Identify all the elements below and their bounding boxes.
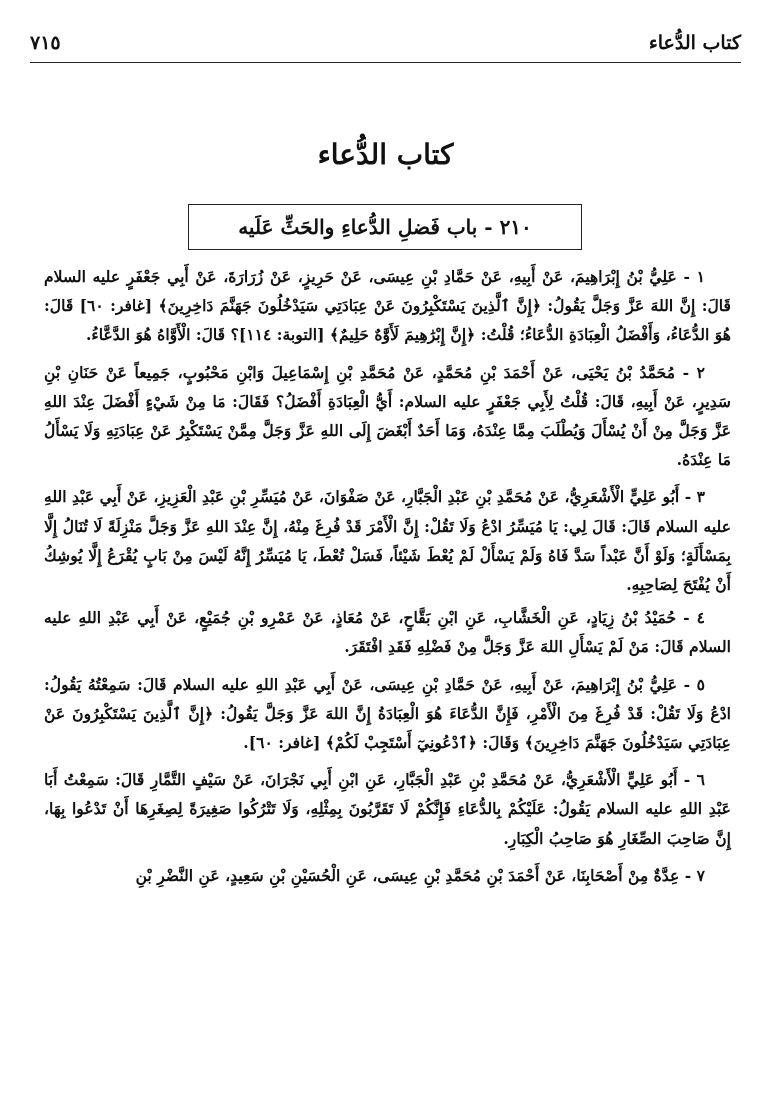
hadith-7: ٧ - عِدَّةٌ مِنْ أَصْحَابِنَا، عَنْ أَحْمَدَ بْنِ مُحَمَّدِ بْنِ عِيسَى، عَنِ الْحُسَيْنِ بْنِ سَعِيدٍ، عَنِ النَّضْرِ بْنِ (135, 865, 705, 885)
hadith-1: ١ - عَلِيُّ بْنُ إِبْرَاهِيمَ، عَنْ أَبِيهِ، عَنْ حَمَّادِ بْنِ عِيسَى، عَنْ حَرِيزٍ، عَنْ زُرَارَةَ، عَنْ أَبِي جَعْفَرٍ عليه السلام قَالَ: إِنَّ اللهَ عَزَّ وَجَلَّ يَقُولُ: ﴿إِنَّ ٱلَّذِينَ يَسْتَكْبِرُونَ عَنْ عِبَادَتِي سَيَدْخُلُونَ جَهَنَّمَ دَاخِرِينَ﴾ [غافر: ٦٠] قَالَ: هُوَ الدُّعَاءُ، وَأَفْضَلُ الْعِبَادَةِ الدُّعَاءُ؛ قُلْتُ: ﴿إِنَّ إِبْرَٰهِيمَ لَأَوَّٰهٌ حَلِيمٌ﴾ [التوبة: ١١٤]؟ قَالَ: الْأَوَّاهُ هُوَ الدَّعَّاءُ. (44, 267, 731, 345)
hadith-list (44, 262, 731, 898)
hadith-6: ٦ - أَبُو عَلِيٍّ الْأَشْعَرِيُّ، عَنْ مُحَمَّدِ بْنِ عَبْدِ الْجَبَّارِ، عَنِ ابْنِ أَبِي نَجْرَانَ، عَنْ سَيْفٍ التَّمَّارِ قَالَ: سَمِعْتُ أَبَا عَبْدِ اللهِ عليه السلام يَقُولُ: عَلَيْكُمْ بِالدُّعَاءِ فَإِنَّكُمْ لَا تَقَرَّبُونَ بِمِثْلِهِ، وَلَا تَتْرُكُوا صَغِيرَةً لِصِغَرِهَا أَنْ تَدْعُوا بِهَا، إِنَّ صَاحِبَ الصِّغَارِ هُوَ صَاحِبُ الْكِبَارِ. (44, 770, 731, 848)
page-number: ٧١٥ (30, 32, 61, 54)
chapter-heading: ٢١٠ - باب فَضلِ الدُّعاءِ والحَثِّ عَلَيه (238, 215, 532, 239)
hadith-4: ٤ - حُمَيْدُ بْنُ زِيَادٍ، عَنِ الْخَشَّابِ، عَنِ ابْنِ بَقَّاحٍ، عَنْ مُعَاذٍ، عَنْ عَمْرِو بْنِ جُمَيْعٍ، عَنْ أَبِي عَبْدِ اللهِ عليه السلام قَالَ: مَنْ لَمْ يَسْأَلِ اللهَ عَزَّ وَجَلَّ مِنْ فَضْلِهِ فَقَدِ افْتَقَرَ. (44, 608, 731, 657)
running-title: كتاب الدُّعاء (648, 32, 741, 54)
hadith-2: ٢ - مُحَمَّدُ بْنُ يَحْيَى، عَنْ أَحْمَدَ بْنِ مُحَمَّدٍ، عَنْ مُحَمَّدِ بْنِ إِسْمَاعِيلَ وَابْنِ مَحْبُوبٍ، جَمِيعاً عَنْ حَنَانِ بْنِ سَدِيرٍ، عَنْ أَبِيهِ، قَالَ: قُلْتُ لِأَبِي جَعْفَرٍ عليه السلام: أَيُّ الْعِبَادَةِ أَفْضَلُ؟ فَقَالَ: مَا مِنْ شَيْءٍ أَفْضَلَ عِنْدَ اللهِ عَزَّ وَجَلَّ مِنْ أَنْ يُسْأَلَ وَيُطْلَبَ مِمَّا عِنْدَهُ، وَمَا أَحَدٌ أَبْغَضَ إِلَى اللهِ عَزَّ وَجَلَّ مِمَّنْ يَسْتَكْبِرُ عَنْ عِبَادَتِهِ وَلَا يَسْأَلُ مَا عِنْدَهُ. (44, 362, 731, 470)
header-rule (30, 62, 741, 63)
hadith-5: ٥ - عَلِيُّ بْنُ إِبْرَاهِيمَ، عَنْ أَبِيهِ، عَنْ حَمَّادِ بْنِ عِيسَى، عَنْ أَبِي عَبْدِ اللهِ عليه السلام قَالَ: سَمِعْتُهُ يَقُولُ: ادْعُ وَلَا تَقُلْ: قَدْ فُرِغَ مِنَ الْأَمْرِ، فَإِنَّ الدُّعَاءَ هُوَ الْعِبَادَةُ إِنَّ اللهَ عَزَّ وَجَلَّ يَقُولُ: ﴿إِنَّ ٱلَّذِينَ يَسْتَكْبِرُونَ عَنْ عِبَادَتِي سَيَدْخُلُونَ جَهَنَّمَ دَاخِرِينَ﴾ وَقَالَ: ﴿ٱدْعُونِيٓ أَسْتَجِبْ لَكُمْ﴾ [غافر: ٦٠]. (44, 674, 731, 753)
chapter-heading-box (188, 204, 582, 250)
hadith-3: ٣ - أَبُو عَلِيٍّ الْأَشْعَرِيُّ، عَنْ مُحَمَّدِ بْنِ عَبْدِ الْجَبَّارِ، عَنْ صَفْوَانَ، عَنْ مُيَسِّرِ بْنِ عَبْدِ الْعَزِيزِ، عَنْ أَبِي عَبْدِ اللهِ عليه السلام قَالَ: قَالَ لِي: يَا مُيَسِّرُ ادْعُ وَلَا تَقُلْ: إِنَّ الْأَمْرَ قَدْ فُرِغَ مِنْهُ، إِنَّ عِنْدَ اللهِ عَزَّ وَجَلَّ مَنْزِلَةً لَا تُنَالُ إِلَّا بِمَسْأَلَةٍ؛ وَلَوْ أَنَّ عَبْداً سَدَّ فَاهُ وَلَمْ يَسْأَلْ لَمْ يُعْطَ شَيْئاً، فَسَلْ تُعْطَ، يَا مُيَسِّرُ إِنَّهُ لَيْسَ مِنْ بَابٍ يُقْرَعُ إِلَّا يُوشِكُ أَنْ يُفْتَحَ لِصَاحِبِهِ. (44, 487, 731, 595)
book-title: كتاب الدُّعاء (317, 138, 454, 171)
running-header (30, 32, 741, 60)
